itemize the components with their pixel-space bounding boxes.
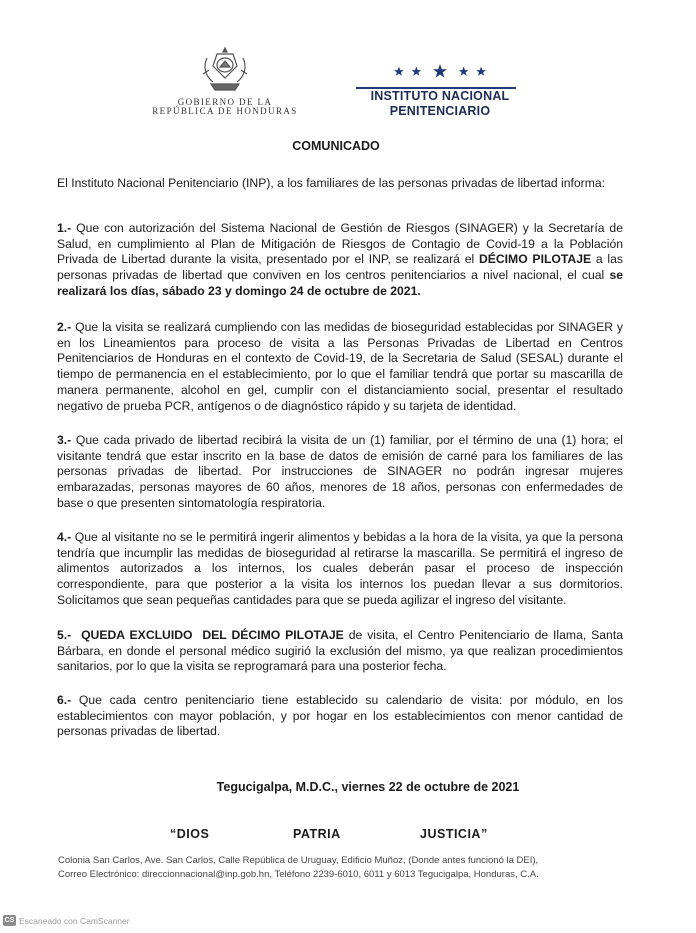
government-emblem-block (150, 44, 300, 116)
paragraph-2 (57, 320, 623, 414)
paragraph-number: 1.- (57, 221, 72, 235)
paragraph-1 (57, 221, 623, 300)
motto-justicia: JUSTICIA” (420, 827, 488, 841)
page-title: COMUNICADO (292, 139, 380, 153)
emphasis-text: se realizará los días, sábado 23 y domingo 24 de octubre de 2021. (57, 268, 623, 298)
inp-name-line2: PENITENCIARIO (389, 104, 491, 118)
paragraph-4 (57, 530, 623, 609)
paragraph-text: Que cada centro penitenciario tiene establecido su calendario de visita: por módulo, en los establecimientos con mayor población, y por hogar en los establecimientos con menor cantidad de personas privadas de libertad. (57, 693, 623, 739)
scanner-watermark (3, 915, 130, 926)
paragraph-text: de visita, el Centro Penitenciario de Ilama, Santa Bárbara, en donde el personal médico sugirió la exclusión del mismo, ya que realizan procedimientos sanitarios, por lo que la visita se reprogramará para una posterior fecha. (57, 628, 624, 674)
paragraph-6 (57, 693, 623, 740)
paragraph-text: Que con autorización del Sistema Nacional de Gestión de Riesgos (SINAGER) y la Secretaría de Salud, en cumplimiento al Plan de Mitigación de Riesgos de Contagio de Covid-19 a la Población Privada de Libertad durante la visita, presentado por el INP, se realizará el (57, 221, 623, 267)
paragraph-text: Que la visita se realizará cumpliendo con las medidas de bioseguridad establecidas por SINAGER y en los Lineamientos para proceso de visita a las Personas Privadas de Libertad en Centros Penitenciarios de Honduras en el contexto de Covid-19, de la Secretaria de Salud (SESAL) durante el tiempo de permanencia en el establecimiento, por lo que el familiar tendrá que portar su mascarilla de manera permanente, alcohol en gel, cumplir con el distanciamiento social, presentar el resultado negativo de prueba PCR, antígenos o de diagnóstico rápido y su tarjeta de identidad. (57, 320, 623, 413)
scanner-text: Escaneado con CamScanner (19, 915, 130, 926)
paragraph-number: 3.- (57, 433, 72, 447)
paragraph-text: Que al visitante no se le permitirá ingerir alimentos y bebidas a la hora de la visita, ya que la persona tendría que incumplir las medidas de bioseguridad al retirarse la mascarilla. Se permitirá el ingreso de alimentos autorizados a los internos, los cuales deberán pasar el proceso de inspección correspondiente, para que posterior a la visita los internos los puedan llevar a sus dormitorios. Solicitamos que sean pequeñas cantidades para que se pueda agilizar el ingreso del visitante. (57, 530, 623, 607)
government-name-line2: REPÚBLICA DE HONDURAS (152, 106, 298, 116)
inp-logo-block (350, 64, 530, 119)
footer-contact: Correo Electrónico: direccionnacional@inp.gob.hn, Teléfono 2239-6010, 6011 y 6013 Tegucigalpa, Honduras, C.A. (58, 869, 539, 880)
stars-icon (385, 64, 495, 78)
inp-name-line1: INSTITUTO NACIONAL (370, 89, 510, 103)
government-name-line1: GOBIERNO DE LA (177, 97, 273, 107)
coat-of-arms-icon (197, 44, 253, 96)
paragraph-5 (57, 628, 623, 675)
footer-address: Colonia San Carlos, Ave. San Carlos, Calle República de Uruguay, Edificio Muñoz, (Donde antes funcionó la DEI), (58, 855, 539, 866)
emphasis-text: QUEDA EXCLUIDO DEL DÉCIMO PILOTAJE (71, 628, 344, 642)
intro-paragraph: El Instituto Nacional Penitenciario (INP), a los familiares de las personas privadas de libertad informa: (57, 176, 606, 190)
motto-dios: “DIOS (170, 827, 210, 841)
paragraph-number: 5.- (57, 628, 72, 642)
paragraph-text: Que cada privado de libertad recibirá la visita de un (1) familiar, por el término de una (1) hora; el visitante tendrá que estar inscrito en la base de datos de emisión de carné para los familiares de las personas privadas de libertad. Por instrucciones de SINAGER no podrán ingresar mujeres embarazadas, personas mayores de 60 años, menores de 18 años, personas con enfermedades de base o que presenten sintomatología respiratoria. (57, 433, 623, 510)
motto-patria: PATRIA (293, 827, 341, 841)
paragraph-number: 4.- (57, 530, 72, 544)
paragraph-3 (57, 433, 623, 512)
date-line: Tegucigalpa, M.D.C., viernes 22 de octubre de 2021 (216, 780, 520, 794)
paragraph-number: 2.- (57, 320, 72, 334)
paragraph-text: a las personas privadas de libertad que conviven en los centros penitenciarios a nivel nacional, el cual (57, 252, 623, 283)
camscanner-icon: CS (4, 917, 15, 924)
emphasis-text: DÉCIMO PILOTAJE (478, 252, 592, 267)
paragraph-number: 6.- (57, 693, 72, 707)
